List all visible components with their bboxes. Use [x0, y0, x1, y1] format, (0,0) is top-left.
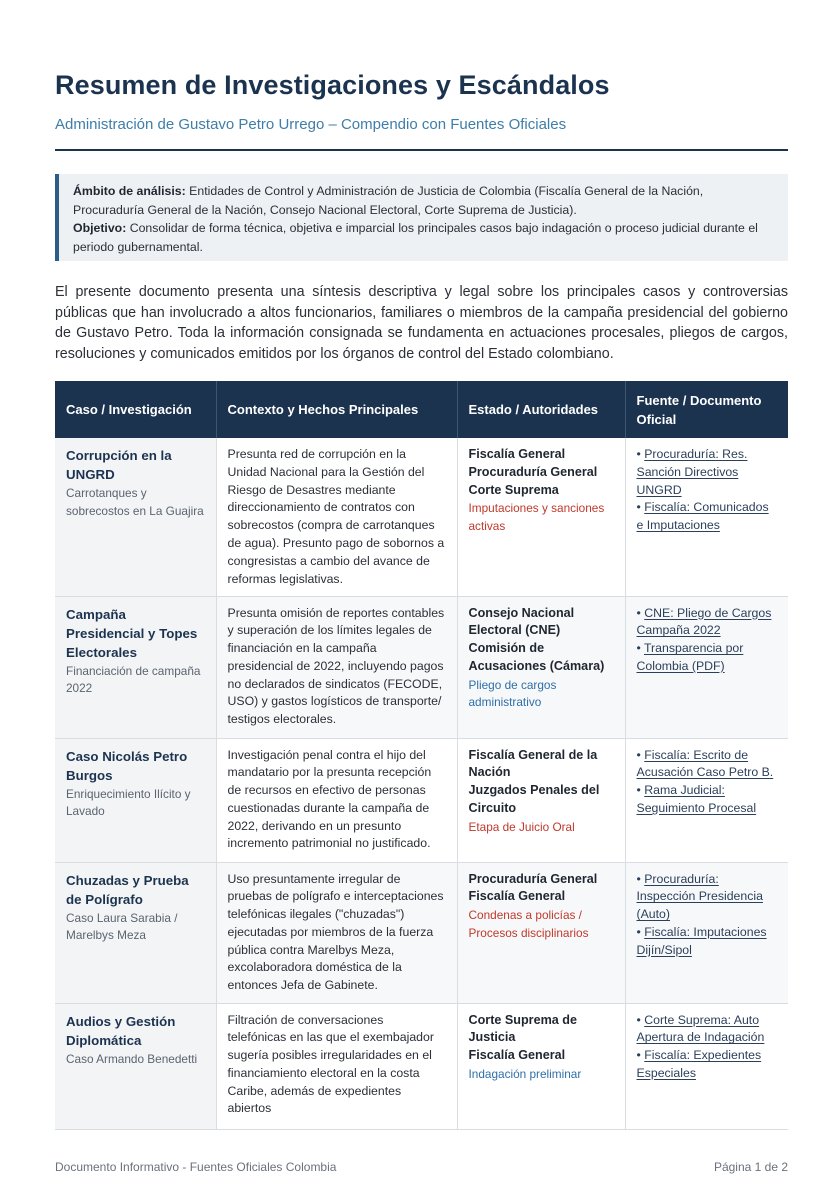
case-status: Etapa de Juicio Oral — [468, 819, 575, 834]
scope-box — [55, 174, 788, 261]
authority-name: Consejo Nacional Electoral (CNE) — [468, 605, 575, 638]
authority-name: Fiscalía General — [468, 889, 566, 904]
authority-name: Fiscalía General — [468, 447, 566, 461]
source-link[interactable]: CNE: Pliego de Cargos Campaña 2022 — [636, 605, 772, 638]
case-name: Caso Nicolás Petro Burgos — [66, 748, 188, 783]
case-name: Chuzadas y Prueba de Polígrafo — [66, 872, 189, 907]
table-row — [55, 862, 788, 1003]
footer-document-label: Documento Informativo - Fuentes Oficiales Colombia — [55, 1160, 337, 1174]
context-cell — [216, 1003, 457, 1129]
column-header-status: Estado / Autoridades — [457, 381, 625, 438]
case-subtitle: Financiación de campaña 2022 — [66, 663, 201, 695]
source-cell — [625, 862, 788, 1003]
source-cell — [625, 596, 788, 738]
table-header-row — [55, 381, 788, 438]
case-subtitle: Caso Armando Benedetti — [66, 1051, 198, 1066]
case-subtitle: Caso Laura Sarabia / Marelbys Meza — [66, 910, 178, 942]
authority-name: Corte Suprema de Justicia — [468, 1012, 577, 1045]
source-item: • CNE: Pliego de Cargos Campaña 2022 — [636, 605, 772, 638]
case-subtitle: Carrotanques y sobrecostos en La Guajira — [66, 486, 204, 518]
intro-paragraph: El presente documento presenta una síntesis descriptiva y legal sobre los principales casos y controversias públicas que han involucrado a altos funcionarios, familiares o miembros de la campaña presidencial del gobierno de Gustavo Petro. Toda la información consignada se fundamenta en actuaciones procesales, pliegos de cargos, resoluciones y comunicados emitidos por los órganos de control del Estado colombiano. — [55, 284, 788, 362]
status-cell — [457, 596, 625, 738]
case-status: Imputaciones y sanciones activas — [468, 501, 605, 533]
table-row — [55, 1003, 788, 1129]
source-item: • Fiscalía: Escrito de Acusación Caso Petro B. — [636, 747, 774, 780]
context-cell — [216, 596, 457, 738]
source-cell — [625, 738, 788, 862]
case-cell — [55, 738, 216, 862]
authority-name: Comisión de Acusaciones (Cámara) — [468, 641, 605, 673]
objective-text: Consolidar de forma técnica, objetiva e imparcial los principales casos bajo indagación o proceso judicial durante el periodo gubernamental. — [73, 221, 758, 254]
authority-name: Fiscalía General — [468, 1048, 566, 1063]
scope-label: Ámbito de análisis: — [73, 184, 186, 198]
column-header-case: Caso / Investigación — [55, 381, 216, 438]
cases-table — [55, 381, 788, 1130]
case-status: Condenas a policías / Procesos disciplinarios — [468, 908, 589, 940]
case-context: Filtración de conversaciones telefónicas en las que el exembajador sugería posibles irregularidades en el financiamiento electoral en la costa Caribe, además de expedientes abiertos — [227, 1012, 434, 1116]
status-cell — [457, 862, 625, 1003]
source-item: • Transparencia por Colombia (PDF) — [636, 641, 744, 673]
source-link[interactable]: Corte Suprema: Auto Apertura de Indagación — [636, 1012, 765, 1045]
case-name: Corrupción en la UNGRD — [66, 448, 172, 482]
source-link[interactable]: Procuraduría: Inspección Presidencia (Auto) — [636, 871, 763, 922]
source-link[interactable]: Procuraduría: Res. Sanción Directivos UNGRD — [636, 447, 748, 497]
source-link[interactable]: Rama Judicial: Seguimiento Procesal — [636, 783, 757, 815]
context-cell — [216, 862, 457, 1003]
source-item: • Procuraduría: Res. Sanción Directivos UNGRD — [636, 447, 748, 497]
authority-name: Corte Suprema — [468, 482, 559, 497]
context-cell — [216, 738, 457, 862]
source-link[interactable]: Transparencia por Colombia (PDF) — [636, 641, 744, 673]
column-header-context: Contexto y Hechos Principales — [216, 381, 457, 438]
table-row — [55, 738, 788, 862]
case-cell — [55, 438, 216, 596]
context-cell — [216, 438, 457, 596]
source-link[interactable]: Fiscalía: Expedientes Especiales — [636, 1048, 762, 1080]
source-item: • Fiscalía: Imputaciones Dijín/Sipol — [636, 924, 767, 957]
source-link[interactable]: Fiscalía: Comunicados e Imputaciones — [636, 500, 769, 533]
case-context: Investigación penal contra el hijo del mandatario por la presunta recepción de recursos en efectivo de personas cuestionadas durante la campaña de 2022, derivando en un presunto incremento patrimonial no justificado. — [227, 747, 432, 851]
source-item: • Procuraduría: Inspección Presidencia (Auto) — [636, 871, 763, 922]
status-cell — [457, 1003, 625, 1129]
source-item: • Fiscalía: Comunicados e Imputaciones — [636, 500, 769, 533]
authority-name: Juzgados Penales del Circuito — [468, 783, 600, 815]
case-cell — [55, 862, 216, 1003]
case-status: Pliego de cargos administrativo — [468, 677, 557, 710]
status-cell — [457, 438, 625, 596]
footer-page-number: Página 1 de 2 — [713, 1160, 788, 1174]
source-item: • Fiscalía: Expedientes Especiales — [636, 1048, 762, 1080]
source-item: • Corte Suprema: Auto Apertura de Indagación — [636, 1012, 765, 1045]
case-status: Indagación preliminar — [468, 1066, 582, 1081]
case-context: Presunta red de corrupción en la Unidad Nacional para la Gestión del Riesgo de Desastres mediante direccionamiento de contratos con sobrecostos (compra de carrotanques de agua). Presunto pago de sobornos a congresistas a cambio del avance de reformas legislativas. — [227, 447, 445, 586]
source-cell — [625, 438, 788, 596]
case-name: Audios y Gestión Diplomática — [66, 1013, 176, 1048]
scope-text: Entidades de Control y Administración de Justicia de Colombia (Fiscalía General de la Nación, Procuraduría General de la Nación, Consejo Nacional Electoral, Corte Suprema de Justicia). — [73, 184, 704, 217]
case-subtitle: Enriquecimiento Ilícito y Lavado — [66, 786, 191, 818]
table-row — [55, 596, 788, 738]
status-cell — [457, 738, 625, 862]
table-row — [55, 438, 788, 596]
authority-name: Procuraduría General — [468, 464, 598, 479]
authority-name: Fiscalía General de la Nación — [468, 747, 598, 780]
case-context: Presunta omisión de reportes contables y superación de los límites legales de financiación en la campaña presidencial de 2022, incluyendo pagos no declarados de sindicatos (FECODE, USO) y gastos logísticos de transporte/ testigos electorales. — [227, 605, 445, 727]
document-subtitle: Administración de Gustavo Petro Urrego – Compendio con Fuentes Oficiales — [55, 116, 567, 133]
source-cell — [625, 1003, 788, 1129]
document-title: Resumen de Investigaciones y Escándalos — [55, 70, 610, 100]
column-header-source: Fuente / Documento Oficial — [625, 381, 788, 438]
case-cell — [55, 1003, 216, 1129]
title-divider — [55, 149, 788, 151]
case-cell — [55, 596, 216, 738]
source-link[interactable]: Fiscalía: Escrito de Acusación Caso Petro B. — [636, 747, 774, 780]
authority-name: Procuraduría General — [468, 871, 598, 886]
case-name: Campaña Presidencial y Topes Electorales — [66, 606, 198, 660]
objective-label: Objetivo: — [73, 221, 127, 235]
source-link[interactable]: Fiscalía: Imputaciones Dijín/Sipol — [636, 924, 767, 957]
case-context: Uso presuntamente irregular de pruebas de polígrafo e interceptaciones telefónicas ilegales ("chuzadas") ejecutadas por miembros de la fuerza pública contra Marelbys Meza, excolaboradora doméstica de la entonces Jefa de Gabinete. — [227, 871, 444, 993]
source-item: • Rama Judicial: Seguimiento Procesal — [636, 783, 757, 815]
